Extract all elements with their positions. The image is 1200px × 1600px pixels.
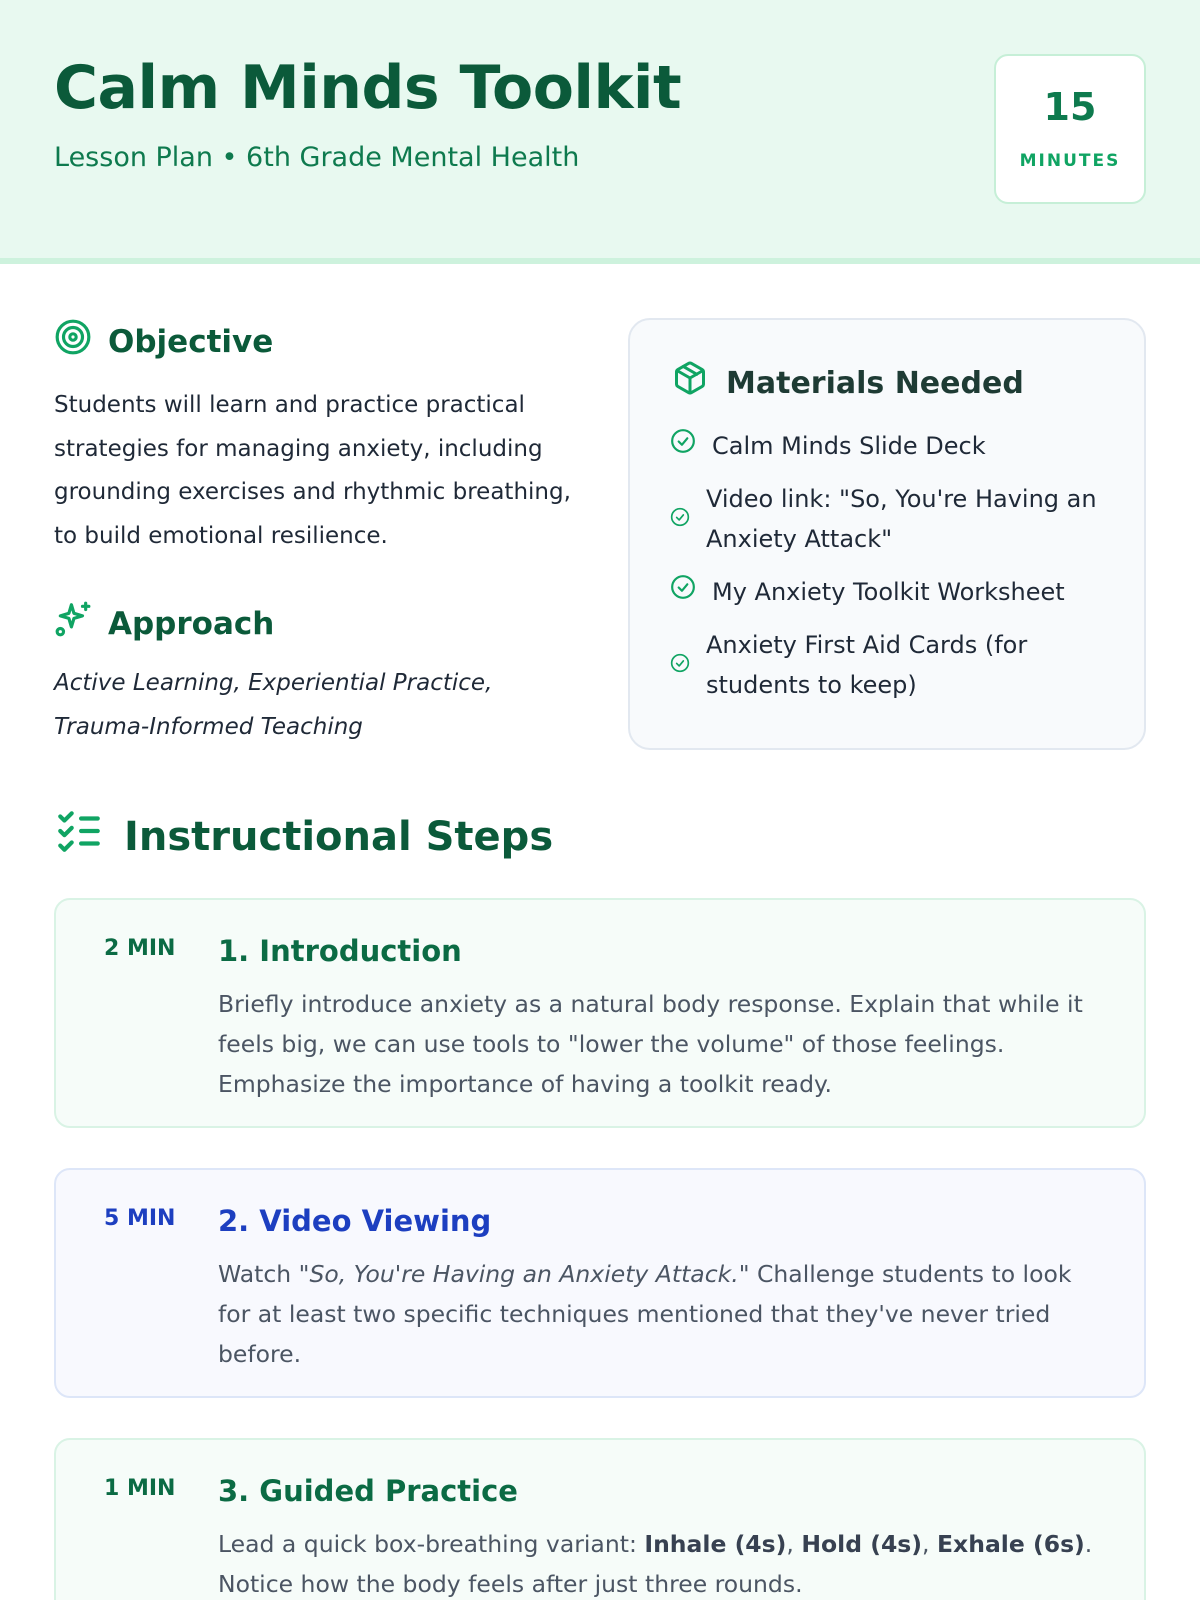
duration-badge <box>994 54 1146 204</box>
separator: , <box>922 1530 937 1558</box>
materials-item <box>670 625 1110 705</box>
materials-item-text: Anxiety First Aid Cards (for students to keep) <box>706 631 1028 699</box>
lesson-header <box>0 0 1200 264</box>
check-circle-icon <box>670 645 690 685</box>
step-description: Briefly introduce anxiety as a natural body response. Explain that while it feels big, we can use tools to "lower the volume" of those feelings. Emphasize the importance of having a toolkit ready. <box>218 990 1083 1098</box>
materials-item-text: Video link: "So, You're Having an Anxiety Attack" <box>706 485 1097 553</box>
step-title: 1. Introduction <box>218 934 462 968</box>
approach-heading-label: Approach <box>108 606 275 642</box>
inhale-cue: Inhale (4s) <box>644 1530 787 1558</box>
duration-unit: MINUTES <box>1019 151 1121 171</box>
materials-item-text: My Anxiety Toolkit Worksheet <box>712 578 1065 606</box>
separator: , <box>786 1530 802 1558</box>
materials-item <box>670 426 1110 466</box>
page-title: Calm Minds Toolkit <box>54 53 682 123</box>
checklist-icon <box>54 806 104 868</box>
target-icon <box>54 318 92 366</box>
hold-cue: Hold (4s) <box>801 1530 923 1558</box>
step-description <box>218 1254 1108 1374</box>
check-circle-icon <box>670 426 696 466</box>
step-description <box>218 1524 1108 1600</box>
step-description-text: Lead a quick box-breathing variant: <box>218 1530 645 1558</box>
steps-heading-label: Instructional Steps <box>124 814 554 860</box>
step-duration: 1 MIN <box>104 1476 176 1501</box>
step-description-text: Challenge students to look for at least two specific techniques mentioned that they've never tried before. <box>218 1260 1072 1368</box>
objective-heading-label: Objective <box>108 324 274 360</box>
step-duration: 2 MIN <box>104 936 176 961</box>
objective-heading <box>54 318 273 366</box>
duration-value: 15 <box>1043 85 1097 129</box>
step-title: 2. Video Viewing <box>218 1204 492 1238</box>
approach-heading <box>54 600 274 648</box>
check-circle-icon <box>670 499 690 539</box>
step-card <box>54 1438 1146 1600</box>
steps-heading <box>54 806 553 868</box>
exhale-cue: Exhale (6s) <box>937 1530 1085 1558</box>
sparkles-icon <box>54 600 92 648</box>
materials-heading <box>672 360 1024 407</box>
approach-text: Active Learning, Experiential Practice, Trauma-Informed Teaching <box>54 670 493 740</box>
materials-item <box>670 572 1110 612</box>
materials-heading-label: Materials Needed <box>726 365 1024 401</box>
step-card <box>54 898 1146 1128</box>
step-duration: 5 MIN <box>104 1206 176 1231</box>
check-circle-icon <box>670 572 696 612</box>
objective-text: Students will learn and practice practical strategies for managing anxiety, including grounding exercises and rhythmic breathing, to build emotional resilience. <box>54 392 571 549</box>
materials-card <box>628 318 1146 750</box>
materials-item <box>670 479 1110 559</box>
video-title: "So, You're Having an Anxiety Attack." <box>298 1260 750 1288</box>
materials-item-text: Calm Minds Slide Deck <box>712 432 986 460</box>
page-subtitle: Lesson Plan • 6th Grade Mental Health <box>54 142 580 173</box>
package-icon <box>672 360 708 407</box>
step-description-text: Watch <box>218 1260 299 1288</box>
step-title: 3. Guided Practice <box>218 1474 518 1508</box>
step-description-text: . Notice how the body feels after just three rounds. <box>218 1530 1093 1598</box>
step-card <box>54 1168 1146 1398</box>
